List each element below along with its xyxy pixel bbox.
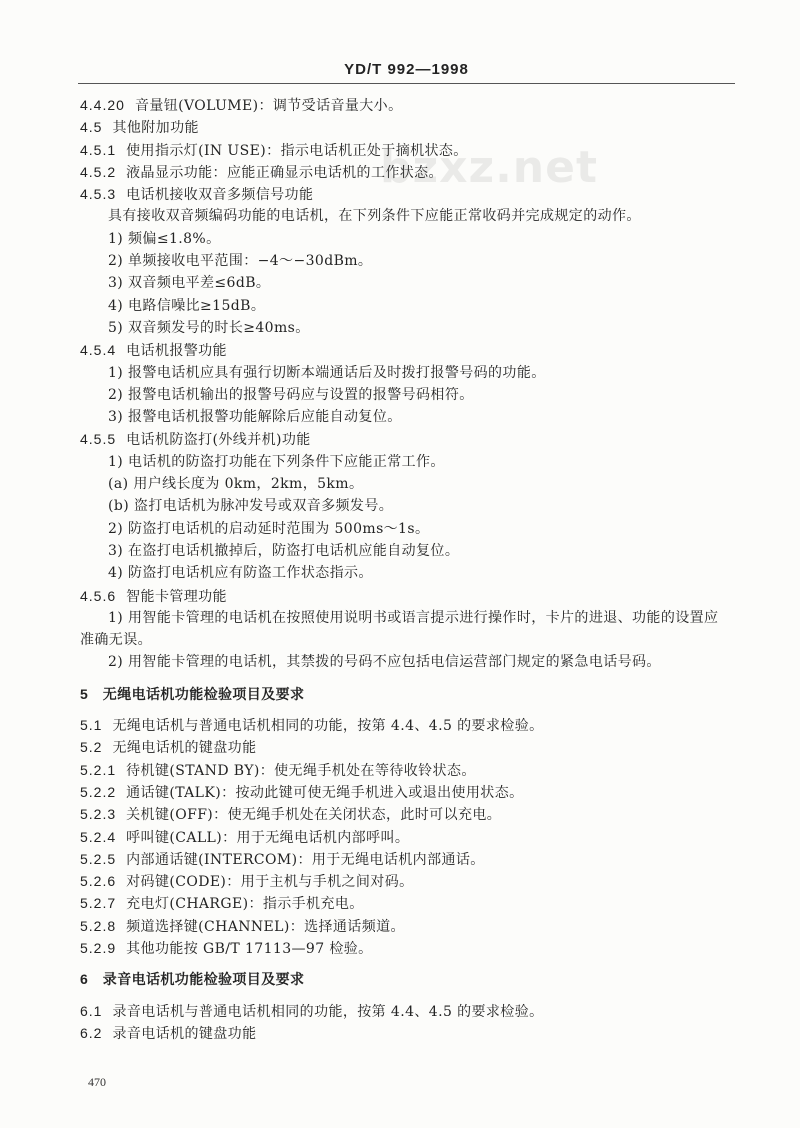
document-body xyxy=(80,94,740,1044)
clause-number: 4.5.3 xyxy=(80,186,117,203)
clause-number: 4.5.5 xyxy=(80,431,117,448)
clause-6-1 xyxy=(80,1000,740,1022)
clause-text: 电话机接收双音多频信号功能 xyxy=(126,187,314,204)
clause-number: 5.2.3 xyxy=(80,806,117,823)
clause-number: 6.1 xyxy=(80,1002,103,1019)
clause-text: 音量钮(VOLUME)：调节受话音量大小。 xyxy=(134,98,403,114)
clause-number: 5.2.9 xyxy=(80,939,117,956)
clause-4-5-5 xyxy=(80,428,740,450)
clause-4-5-6 xyxy=(80,585,740,607)
list-item-continuation: 准确无误。 xyxy=(80,632,152,649)
list-item: 2) 防盗打电话机的启动延时范围为 500ms～1s。 xyxy=(108,520,430,537)
clause-number: 4.5.4 xyxy=(80,342,117,359)
clause-text: 关机键(OFF)：使无绳手机处在关闭状态，此时可以充电。 xyxy=(126,807,502,824)
clause-number: 4.5.2 xyxy=(80,163,117,180)
list-item: 1) 频偏≤1.8%。 xyxy=(108,230,221,247)
section-heading-6 xyxy=(80,968,740,990)
clause-4-5-1 xyxy=(80,139,740,161)
clause-5-2-2 xyxy=(80,781,740,803)
watermark: bzxz.net xyxy=(380,142,599,193)
paragraph-text: 具有接收双音频编码功能的电话机，在下列条件下应能正常收码并完成规定的动作。 xyxy=(108,208,641,225)
clause-5-2-7 xyxy=(80,892,740,914)
clause-5-2 xyxy=(80,736,740,758)
clause-number: 5.2 xyxy=(80,739,103,756)
clause-4-5-2 xyxy=(80,161,740,183)
clause-number: 4.5 xyxy=(80,119,103,136)
list-item: 2) 报警电话机输出的报警号码应与设置的报警号码相符。 xyxy=(108,386,474,403)
clause-text: 频道选择键(CHANNEL)：选择通话频道。 xyxy=(126,918,405,935)
clause-text: 电话机报警功能 xyxy=(126,343,227,360)
clause-number: 5.2.5 xyxy=(80,850,117,867)
clause-text: 呼叫键(CALL)：用于无绳电话机内部呼叫。 xyxy=(126,829,410,846)
clause-4-4-20 xyxy=(80,94,740,116)
list-item: 4) 防盗打电话机应有防盗工作状态指示。 xyxy=(108,565,373,582)
clause-5-2-4 xyxy=(80,826,740,848)
clause-text: 内部通话键(INTERCOM)：用于无绳电话机内部通话。 xyxy=(126,851,485,868)
clause-number: 5.2.6 xyxy=(80,873,117,890)
clause-4-5-4 xyxy=(80,339,740,361)
section-number: 5 xyxy=(80,685,89,702)
list-item: 1) 电话机的防盗打功能在下列条件下应能正常工作。 xyxy=(108,453,445,470)
clause-number: 4.5.6 xyxy=(80,587,117,604)
section-heading-5 xyxy=(80,683,740,705)
list-sub-item: (b) 盗打电话机为脉冲发号或双音多频发号。 xyxy=(108,498,394,515)
clause-text: 其他附加功能 xyxy=(112,120,199,137)
clause-text: 通话键(TALK)：按动此键可使无绳手机进入或退出使用状态。 xyxy=(126,784,524,801)
list-item: 4) 电路信噪比≥15dB。 xyxy=(108,297,266,314)
clause-text: 待机键(STAND BY)：使无绳手机处在等待收铃状态。 xyxy=(126,762,476,779)
clause-4-5-3 xyxy=(80,183,740,205)
clause-text: 对码键(CODE)：用于主机与手机之间对码。 xyxy=(126,874,414,891)
clause-text: 液晶显示功能：应能正确显示电话机的工作状态。 xyxy=(126,164,443,181)
list-item: 3) 双音频电平差≤6dB。 xyxy=(108,275,271,292)
header-divider xyxy=(78,83,735,84)
clause-text: 录音电话机的键盘功能 xyxy=(112,1025,257,1042)
clause-number: 5.1 xyxy=(80,717,103,734)
clause-5-1 xyxy=(80,714,740,736)
clause-5-2-8 xyxy=(80,915,740,937)
list-item: 5) 双音频发号的时长≥40ms。 xyxy=(108,319,310,336)
list-sub-item: (a) 用户线长度为 0km，2km，5km。 xyxy=(108,476,364,493)
clause-text: 智能卡管理功能 xyxy=(126,588,227,605)
clause-number: 4.4.20 xyxy=(80,97,125,113)
list-item: 3) 报警电话机报警功能解除后应能自动复位。 xyxy=(108,409,402,426)
clause-5-2-3 xyxy=(80,803,740,825)
clause-5-2-9 xyxy=(80,937,740,959)
clause-text: 使用指示灯(IN USE)：指示电话机正处于摘机状态。 xyxy=(126,142,468,159)
page-header-standard-code: YD/T 992—1998 xyxy=(344,61,469,78)
section-title: 无绳电话机功能检验项目及要求 xyxy=(102,686,305,703)
clause-5-2-1 xyxy=(80,759,740,781)
list-item: 2) 单频接收电平范围：−4～−30dBm。 xyxy=(108,253,373,270)
page-number: 470 xyxy=(88,1075,106,1089)
clause-5-2-6 xyxy=(80,870,740,892)
clause-6-2 xyxy=(80,1022,740,1044)
clause-number: 4.5.1 xyxy=(80,141,117,158)
list-item: 1) 报警电话机应具有强行切断本端通话后及时拨打报警号码的功能。 xyxy=(108,364,546,381)
clause-text: 充电灯(CHARGE)：指示手机充电。 xyxy=(126,896,364,913)
clause-number: 5.2.7 xyxy=(80,895,117,912)
list-item: 3) 在盗打电话机撤掉后，防盗打电话机应能自动复位。 xyxy=(108,542,460,559)
clause-number: 5.2.4 xyxy=(80,828,117,845)
list-item: 2) 用智能卡管理的电话机，其禁拨的号码不应包括电信运营部门规定的紧急电话号码。 xyxy=(108,654,661,671)
clause-text: 录音电话机与普通电话机相同的功能，按第 4.4、4.5 的要求检验。 xyxy=(112,1003,544,1020)
clause-number: 6.2 xyxy=(80,1024,103,1041)
clause-text: 无绳电话机的键盘功能 xyxy=(112,740,257,757)
section-title: 录音电话机功能检验项目及要求 xyxy=(102,972,305,989)
list-item: 1) 用智能卡管理的电话机在按照使用说明书或语言提示进行操作时，卡片的进退、功能的设置应 xyxy=(108,609,719,626)
clause-number: 5.2.8 xyxy=(80,917,117,934)
clause-text: 无绳电话机与普通电话机相同的功能，按第 4.4、4.5 的要求检验。 xyxy=(112,718,544,735)
clause-5-2-5 xyxy=(80,848,740,870)
clause-number: 5.2.2 xyxy=(80,783,117,800)
clause-number: 5.2.1 xyxy=(80,761,117,778)
section-number: 6 xyxy=(80,971,89,988)
clause-4-5 xyxy=(80,116,740,138)
clause-text: 电话机防盗打(外线并机)功能 xyxy=(126,432,311,449)
clause-text: 其他功能按 GB/T 17113—97 检验。 xyxy=(126,940,373,957)
